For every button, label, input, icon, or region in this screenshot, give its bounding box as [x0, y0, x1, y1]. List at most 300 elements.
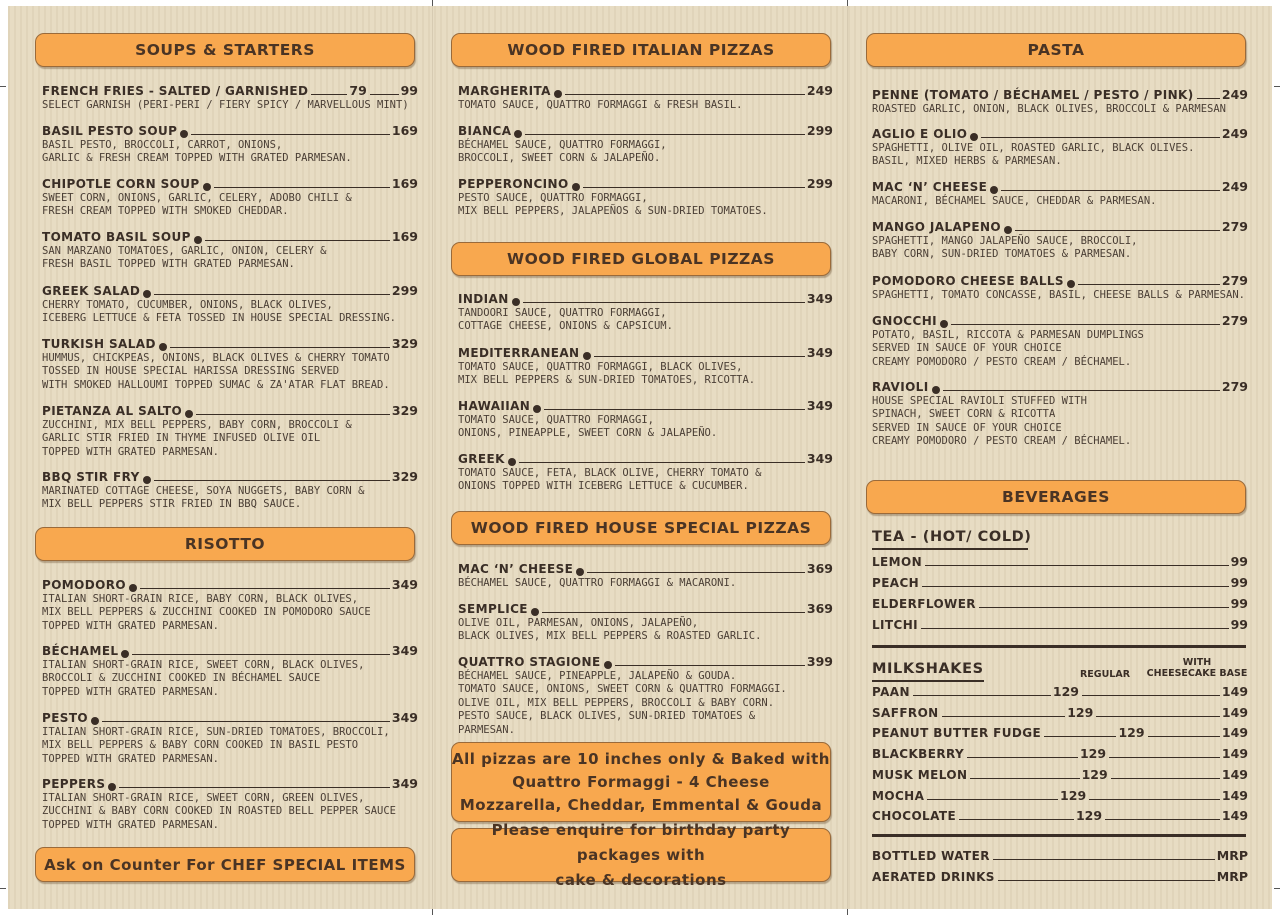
menu-item-bianca — [458, 123, 833, 166]
veg-dot-icon — [583, 352, 591, 360]
pizza-info-line: Mozzarella, Cheddar, Emmental & Gouda — [459, 795, 823, 814]
section-banner-pasta — [866, 33, 1246, 67]
leader-line — [1148, 736, 1220, 737]
item-description: ZUCCHINI, MIX BELL PEPPERS, BABY CORN, BROCCOLI & — [42, 419, 352, 431]
leader-line — [998, 880, 1215, 881]
leader-line — [959, 819, 1074, 820]
leader-line — [1015, 230, 1220, 231]
item-price: 279 — [1221, 219, 1248, 234]
item-description: BASIL, MIXED HERBS & PARMESAN. — [872, 155, 1062, 168]
item-description: WITH SMOKED HALLOUMI TOPPED SUMAC & ZA'ATAR FLAT BREAD. — [42, 378, 390, 391]
leader-line — [170, 347, 390, 348]
leader-line — [993, 859, 1215, 860]
item-description: FRESH CREAM TOPPED WITH SMOKED CHEDDAR. — [42, 205, 289, 218]
leader-line — [913, 695, 1051, 696]
item-description: OLIVE OIL, PARMESAN, ONIONS, JALAPEÑO, — [458, 617, 699, 629]
leader-line — [1105, 819, 1220, 820]
item-description: BROCCOLI & ZUCCHINI COOKED IN BÉCHAMEL SAUCE — [42, 672, 321, 685]
item-description: PARMESAN. — [458, 723, 515, 736]
item-name: BBQ STIR FRY — [42, 470, 140, 484]
leader-line — [922, 586, 1228, 587]
item-price: 329 — [391, 403, 418, 418]
leader-line — [1096, 716, 1220, 717]
item-price: 349 — [391, 577, 418, 592]
leader-line — [1197, 98, 1220, 99]
item-name: LEMON — [872, 555, 923, 569]
menu-item-risotto-peppers — [42, 776, 418, 832]
item-description: TOMATO SAUCE, QUATTRO FORMAGGI, — [458, 414, 654, 426]
divider-rule — [872, 834, 1246, 837]
menu-item-turkish-salad — [42, 336, 418, 392]
item-description: SERVED IN SAUCE OF YOUR CHOICE — [872, 342, 1062, 355]
item-price: 349 — [391, 643, 418, 658]
section-title-beverages: BEVERAGES — [1002, 488, 1110, 506]
leader-line — [140, 588, 390, 589]
leader-line — [311, 94, 347, 95]
item-description: PESTO SAUCE, BLACK OLIVES, SUN-DRIED TOMATOES & — [458, 710, 756, 723]
item-name: TOMATO BASIL SOUP — [42, 230, 191, 244]
menu-item-bbq-stir-fry — [42, 469, 418, 512]
item-description: MIX BELL PEPPERS & ZUCCHINI COOKED IN POMODORO SAUCE — [42, 606, 371, 619]
item-description: TOPPED WITH GRATED PARMESAN. — [42, 818, 220, 831]
leader-line — [981, 137, 1220, 138]
item-name: HAWAIIAN — [458, 399, 531, 413]
item-description: ICEBERG LETTUCE & FETA TOSSED IN HOUSE SPECIAL DRESSING. — [42, 312, 397, 325]
veg-dot-icon — [508, 458, 516, 466]
item-price: 279 — [1221, 379, 1248, 394]
section-title-house-pizzas: WOOD FIRED HOUSE SPECIAL PIZZAS — [470, 519, 812, 537]
leader-line — [519, 462, 805, 463]
item-name: BLACKBERRY — [872, 747, 965, 761]
item-description: POTATO, BASIL, RICCOTA & PARMESAN DUMPLINGS — [872, 329, 1144, 341]
item-price: 249 — [1221, 126, 1248, 141]
item-price: 349 — [806, 451, 833, 466]
fold-line-left — [432, 6, 433, 909]
item-description: BÉCHAMEL SAUCE, QUATTRO FORMAGGI, — [458, 139, 667, 151]
leader-line — [583, 187, 805, 188]
leader-line — [119, 787, 389, 788]
leader-line — [979, 607, 1229, 608]
item-description: HUMMUS, CHICKPEAS, ONIONS, BLACK OLIVES & CHERRY TOMATO — [42, 352, 390, 364]
section-title-global-pizzas: WOOD FIRED GLOBAL PIZZAS — [507, 250, 775, 268]
section-banner-house-pizzas — [451, 511, 831, 545]
party-info-line: Please enquire for birthday party packages with — [491, 820, 791, 864]
item-name: BASIL PESTO SOUP — [42, 124, 178, 138]
menu-item-greek-salad — [42, 283, 418, 326]
menu-item-french-fries — [42, 83, 418, 112]
chef-special-banner — [35, 847, 415, 882]
item-price: 349 — [806, 345, 833, 360]
item-description: SPAGHETTI, TOMATO CONCASSE, BASIL, CHEESE BALLS & PARMESAN. — [872, 289, 1245, 301]
item-description: BASIL PESTO, BROCCOLI, CARROT, ONIONS, — [42, 139, 283, 151]
leader-line — [1044, 736, 1116, 737]
item-price: 249 — [806, 83, 833, 98]
menu-item-hawaiian — [458, 398, 833, 441]
item-description: MIX BELL PEPPERS, JALAPEÑOS & SUN-DRIED TOMATOES. — [458, 205, 768, 218]
col-header-base: CHEESECAKE BASE — [1146, 668, 1248, 679]
item-description: GARLIC STIR FRIED IN THYME INFUSED OLIVE OIL — [42, 432, 321, 445]
item-description: ONIONS TOPPED WITH ICEBERG LETTUCE & CUCUMBER. — [458, 480, 749, 493]
item-description: BÉCHAMEL SAUCE, PINEAPPLE, JALAPEÑO & GOUDA. — [458, 670, 737, 682]
item-price-salted: 79 — [349, 83, 367, 98]
item-description: CHERRY TOMATO, CUCUMBER, ONIONS, BLACK OLIVES, — [42, 299, 333, 311]
leader-line — [967, 757, 1078, 758]
menu-item-margherita — [458, 83, 833, 112]
leader-line — [1111, 778, 1220, 779]
leader-line — [1089, 799, 1220, 800]
item-name: MUSK MELON — [872, 768, 968, 782]
item-price: 329 — [391, 336, 418, 351]
item-description: BABY CORN, SUN-DRIED TOMATOES & PARMESAN. — [872, 248, 1132, 261]
pizza-info-line: Quattro Formaggi - 4 Cheese — [512, 772, 770, 791]
menu-item-risotto-pomodoro — [42, 577, 418, 633]
item-name: PEPPERONCINO — [458, 177, 569, 191]
menu-item-ravioli — [872, 379, 1248, 449]
item-name: PEANUT BUTTER FUDGE — [872, 726, 1042, 740]
price-cheesecake: 149 — [1221, 725, 1249, 740]
item-name: ELDERFLOWER — [872, 597, 976, 611]
col-header-cheesecake — [1144, 657, 1250, 679]
item-name: MAC ‘N’ CHEESE — [458, 562, 574, 576]
item-description: CREAMY POMODORO / PESTO CREAM / BÉCHAMEL. — [872, 435, 1132, 448]
veg-dot-icon — [121, 650, 129, 658]
item-name: SAFFRON — [872, 706, 939, 720]
menu-item-pomodoro-cheese-balls — [872, 273, 1248, 302]
menu-item-risotto-pesto — [42, 710, 418, 766]
veg-dot-icon — [143, 476, 151, 484]
divider-rule — [872, 645, 1246, 648]
item-name: BIANCA — [458, 124, 512, 138]
item-name: BOTTLED WATER — [872, 849, 990, 863]
item-price: 399 — [806, 654, 833, 669]
section-title-soups: SOUPS & STARTERS — [135, 41, 315, 59]
item-description: ITALIAN SHORT-GRAIN RICE, SWEET CORN, BLACK OLIVES, — [42, 659, 365, 671]
item-description: BROCCOLI, SWEET CORN & JALAPEÑO. — [458, 152, 661, 165]
item-description: MACARONI, BÉCHAMEL SAUCE, CHEDDAR & PARMESAN. — [872, 195, 1157, 207]
leader-line — [525, 134, 804, 135]
item-description: SPINACH, SWEET CORN & RICOTTA — [872, 408, 1056, 421]
veg-dot-icon — [1067, 280, 1075, 288]
leader-line — [1109, 757, 1220, 758]
menu-item-aglio-e-olio — [872, 126, 1248, 169]
item-name: POMODORO CHEESE BALLS — [872, 274, 1064, 288]
veg-dot-icon — [572, 183, 580, 191]
item-description: TOPPED WITH GRATED PARMESAN. — [42, 445, 220, 458]
milkshake-item-paan — [872, 684, 1248, 699]
veg-dot-icon — [203, 183, 211, 191]
menu-item-mac-n-cheese-pizza — [458, 561, 833, 590]
item-description: TOPPED WITH GRATED PARMESAN. — [42, 619, 220, 632]
item-price: 169 — [391, 229, 418, 244]
item-name: BÉCHAMEL — [42, 644, 119, 658]
item-description: MIX BELL PEPPERS & BABY CORN COOKED IN BASIL PESTO — [42, 739, 359, 752]
price-regular: 129 — [1067, 705, 1094, 720]
item-description: TOMATO SAUCE, ONIONS, SWEET CORN & QUATTRO FORMAGGI. — [458, 683, 787, 696]
item-price: 369 — [806, 601, 833, 616]
crop-mark — [1274, 86, 1280, 87]
item-description: TOMATO SAUCE, QUATTRO FORMAGGI, BLACK OLIVES, — [458, 361, 743, 373]
section-title-pasta: PASTA — [1027, 41, 1085, 59]
veg-dot-icon — [531, 608, 539, 616]
menu-item-tomato-basil-soup — [42, 229, 418, 272]
item-description: TOPPED WITH GRATED PARMESAN. — [42, 752, 220, 765]
veg-dot-icon — [514, 130, 522, 138]
leader-line — [1082, 695, 1220, 696]
item-name: CHOCOLATE — [872, 809, 957, 823]
item-price: MRP — [1216, 869, 1248, 884]
menu-item-risotto-bechamel — [42, 643, 418, 699]
leader-line — [370, 94, 399, 95]
item-name: PIETANZA AL SALTO — [42, 404, 183, 418]
leader-line — [927, 799, 1058, 800]
milkshake-item-saffron — [872, 705, 1248, 720]
item-price: 299 — [806, 123, 833, 138]
leader-line — [542, 612, 805, 613]
veg-dot-icon — [143, 290, 151, 298]
veg-dot-icon — [159, 343, 167, 351]
item-name: AGLIO E OLIO — [872, 127, 968, 141]
section-banner-italian-pizzas — [451, 33, 831, 67]
leader-line — [951, 324, 1220, 325]
item-name: PENNE (TOMATO / BÉCHAMEL / PESTO / PINK) — [872, 88, 1194, 102]
item-description: ONIONS, PINEAPPLE, SWEET CORN & JALAPEÑO. — [458, 427, 718, 440]
leader-line — [196, 414, 390, 415]
item-description: BÉCHAMEL SAUCE, QUATTRO FORMAGGI & MACARONI. — [458, 577, 737, 589]
veg-dot-icon — [512, 298, 520, 306]
item-name: GREEK SALAD — [42, 284, 141, 298]
menu-item-semplice — [458, 601, 833, 644]
item-description: FRESH BASIL TOPPED WITH GRATED PARMESAN. — [42, 258, 295, 271]
leader-line — [943, 390, 1220, 391]
veg-dot-icon — [970, 133, 978, 141]
item-price: 369 — [806, 561, 833, 576]
price-cheesecake: 149 — [1221, 684, 1249, 699]
item-name: GREEK — [458, 452, 505, 466]
item-description: TOMATO SAUCE, QUATTRO FORMAGGI & FRESH BASIL. — [458, 99, 743, 111]
item-price: 99 — [1230, 575, 1248, 590]
milkshakes-heading-underline — [872, 680, 984, 682]
item-name: MAC ‘N’ CHEESE — [872, 180, 988, 194]
veg-dot-icon — [604, 661, 612, 669]
menu-item-quattro-stagione — [458, 654, 833, 737]
veg-dot-icon — [576, 568, 584, 576]
item-name: MARGHERITA — [458, 84, 551, 98]
item-price: 99 — [1230, 554, 1248, 569]
item-price: 169 — [391, 176, 418, 191]
item-price: 249 — [1221, 179, 1248, 194]
item-name: INDIAN — [458, 292, 509, 306]
pizza-info-banner — [451, 742, 831, 822]
item-description: BLACK OLIVES, MIX BELL PEPPERS & ROASTED GARLIC. — [458, 630, 762, 643]
leader-line — [925, 565, 1229, 566]
price-cheesecake: 149 — [1221, 767, 1248, 782]
leader-line — [970, 778, 1079, 779]
item-price: 299 — [391, 283, 418, 298]
crop-mark — [847, 909, 848, 915]
price-cheesecake: 149 — [1221, 808, 1249, 823]
leader-line — [191, 134, 390, 135]
leader-line — [565, 94, 805, 95]
milkshake-item-musk-melon — [872, 767, 1248, 782]
milkshake-item-chocolate — [872, 808, 1248, 823]
crop-mark — [847, 0, 848, 6]
item-price: 299 — [806, 176, 833, 191]
section-title-risotto: RISOTTO — [184, 535, 266, 553]
leader-line — [523, 302, 805, 303]
item-price-garnished: 99 — [400, 83, 418, 98]
item-price: 349 — [391, 776, 418, 791]
menu-item-gnocchi — [872, 313, 1248, 369]
veg-dot-icon — [554, 90, 562, 98]
section-banner-beverages — [866, 480, 1246, 514]
item-description: SERVED IN SAUCE OF YOUR CHOICE — [872, 421, 1062, 434]
item-description: ITALIAN SHORT-GRAIN RICE, SWEET CORN, GREEN OLIVES, — [42, 792, 365, 804]
item-name: POMODORO — [42, 578, 126, 592]
item-description: TOSSED IN HOUSE SPECIAL HARISSA DRESSING SERVED — [42, 365, 340, 378]
menu-item-greek-pizza — [458, 451, 833, 494]
leader-line — [102, 721, 390, 722]
price-regular: 129 — [1081, 767, 1108, 782]
item-name: RAVIOLI — [872, 380, 929, 394]
item-name: PESTO — [42, 711, 89, 725]
leader-line — [587, 572, 805, 573]
menu-item-indian — [458, 291, 833, 334]
item-price: 249 — [1221, 87, 1248, 102]
col-header-with: WITH — [1182, 657, 1212, 668]
crop-mark — [432, 909, 433, 915]
item-description: PESTO SAUCE, QUATTRO FORMAGGI, — [458, 192, 648, 204]
item-description: HOUSE SPECIAL RAVIOLI STUFFED WITH — [872, 395, 1087, 407]
price-regular: 129 — [1060, 788, 1087, 803]
item-description: SAN MARZANO TOMATOES, GARLIC, ONION, CELERY & — [42, 245, 327, 257]
item-price: 279 — [1221, 273, 1248, 288]
item-name: MOCHA — [872, 789, 925, 803]
item-description: MIX BELL PEPPERS & SUN-DRIED TOMATOES, RICOTTA. — [458, 374, 756, 387]
item-name: LITCHI — [872, 618, 919, 632]
crop-mark — [1274, 888, 1280, 889]
fold-line-right — [847, 6, 848, 909]
drink-item-aerated-drinks — [872, 869, 1248, 884]
item-description: COTTAGE CHEESE, ONIONS & CAPSICUM. — [458, 320, 673, 333]
item-name: PEPPERS — [42, 777, 106, 791]
price-regular: 129 — [1079, 746, 1107, 761]
price-regular: 129 — [1118, 725, 1145, 740]
milkshakes-heading: MILKSHAKES — [872, 661, 984, 677]
veg-dot-icon — [990, 186, 998, 194]
party-info-banner — [451, 820, 831, 889]
leader-line — [921, 628, 1229, 629]
item-description: TANDOORI SAUCE, QUATTRO FORMAGGI, — [458, 307, 667, 319]
tea-item-lemon — [872, 554, 1248, 569]
leader-line — [1001, 190, 1220, 191]
crop-mark — [432, 0, 433, 6]
item-name: AERATED DRINKS — [872, 870, 995, 884]
leader-line — [154, 480, 390, 481]
item-price: 349 — [806, 398, 833, 413]
veg-dot-icon — [108, 783, 116, 791]
item-description: MARINATED COTTAGE CHEESE, SOYA NUGGETS, BABY CORN & — [42, 485, 365, 497]
item-name: MANGO JALAPENO — [872, 220, 1002, 234]
leader-line — [615, 665, 805, 666]
item-description: SPAGHETTI, OLIVE OIL, ROASTED GARLIC, BLACK OLIVES. — [872, 142, 1195, 154]
section-banner-soups — [35, 33, 415, 67]
veg-dot-icon — [932, 386, 940, 394]
milkshake-item-peanut-butter-fudge — [872, 725, 1248, 740]
tea-heading: TEA - (HOT/ COLD) — [872, 529, 1032, 545]
item-price: 349 — [391, 710, 418, 725]
item-description: TOPPED WITH GRATED PARMESAN. — [42, 685, 220, 698]
leader-line — [544, 409, 805, 410]
item-price: 329 — [391, 469, 418, 484]
item-name: CHIPOTLE CORN SOUP — [42, 177, 200, 191]
item-description: SWEET CORN, ONIONS, GARLIC, CELERY, ADOBO CHILI & — [42, 192, 352, 204]
drink-item-bottled-water — [872, 848, 1248, 863]
price-regular: 129 — [1075, 808, 1103, 823]
col-header-regular: REGULAR — [1079, 669, 1131, 680]
item-description: GARLIC & FRESH CREAM TOPPED WITH GRATED PARMESAN. — [42, 152, 352, 165]
tea-item-elderflower — [872, 596, 1248, 611]
leader-line — [1078, 284, 1220, 285]
item-name: PAAN — [872, 685, 910, 699]
price-regular: 129 — [1052, 684, 1079, 699]
item-price: MRP — [1216, 848, 1248, 863]
party-info-line: cake & decorations — [555, 870, 727, 889]
tea-item-peach — [872, 575, 1248, 590]
menu-item-mac-n-cheese-pasta — [872, 179, 1248, 208]
item-name: QUATTRO STAGIONE — [458, 655, 601, 669]
tea-item-litchi — [872, 617, 1248, 632]
item-description: ITALIAN SHORT-GRAIN RICE, SUN-DRIED TOMATOES, BROCCOLI, — [42, 726, 390, 738]
menu-item-mango-jalapeno — [872, 219, 1248, 262]
menu-item-pepperoncino — [458, 176, 833, 219]
item-price: 99 — [1230, 617, 1248, 632]
veg-dot-icon — [129, 584, 137, 592]
tea-heading-underline — [872, 548, 1028, 550]
menu-item-penne — [872, 87, 1248, 116]
menu-item-mediterranean — [458, 345, 833, 388]
veg-dot-icon — [940, 320, 948, 328]
item-description: SPAGHETTI, MANGO JALAPEÑO SAUCE, BROCCOLI, — [872, 235, 1138, 247]
item-price: 279 — [1221, 313, 1248, 328]
item-name: PEACH — [872, 576, 920, 590]
leader-line — [132, 654, 389, 655]
leader-line — [942, 716, 1066, 717]
item-name: SEMPLICE — [458, 602, 528, 616]
menu-item-basil-pesto-soup — [42, 123, 418, 166]
price-cheesecake: 149 — [1221, 788, 1248, 803]
leader-line — [205, 240, 390, 241]
veg-dot-icon — [194, 236, 202, 244]
veg-dot-icon — [180, 130, 188, 138]
item-name: FRENCH FRIES - SALTED / GARNISHED — [42, 84, 309, 98]
veg-dot-icon — [1004, 226, 1012, 234]
section-banner-risotto — [35, 527, 415, 561]
item-description: ITALIAN SHORT-GRAIN RICE, BABY CORN, BLACK OLIVES, — [42, 593, 359, 605]
menu-item-chipotle-corn-soup — [42, 176, 418, 219]
milkshake-item-mocha — [872, 788, 1248, 803]
item-price: 99 — [1230, 596, 1248, 611]
menu-item-pietanza-al-salto — [42, 403, 418, 459]
crop-mark — [0, 86, 6, 87]
section-banner-global-pizzas — [451, 242, 831, 276]
item-description: ROASTED GARLIC, ONION, BLACK OLIVES, BROCCOLI & PARMESAN — [872, 103, 1227, 115]
leader-line — [214, 187, 390, 188]
item-description: CREAMY POMODORO / PESTO CREAM / BÉCHAMEL. — [872, 355, 1132, 368]
milkshake-item-blackberry — [872, 746, 1248, 761]
price-cheesecake: 149 — [1221, 705, 1249, 720]
crop-mark — [0, 888, 6, 889]
item-name: MEDITERRANEAN — [458, 346, 580, 360]
